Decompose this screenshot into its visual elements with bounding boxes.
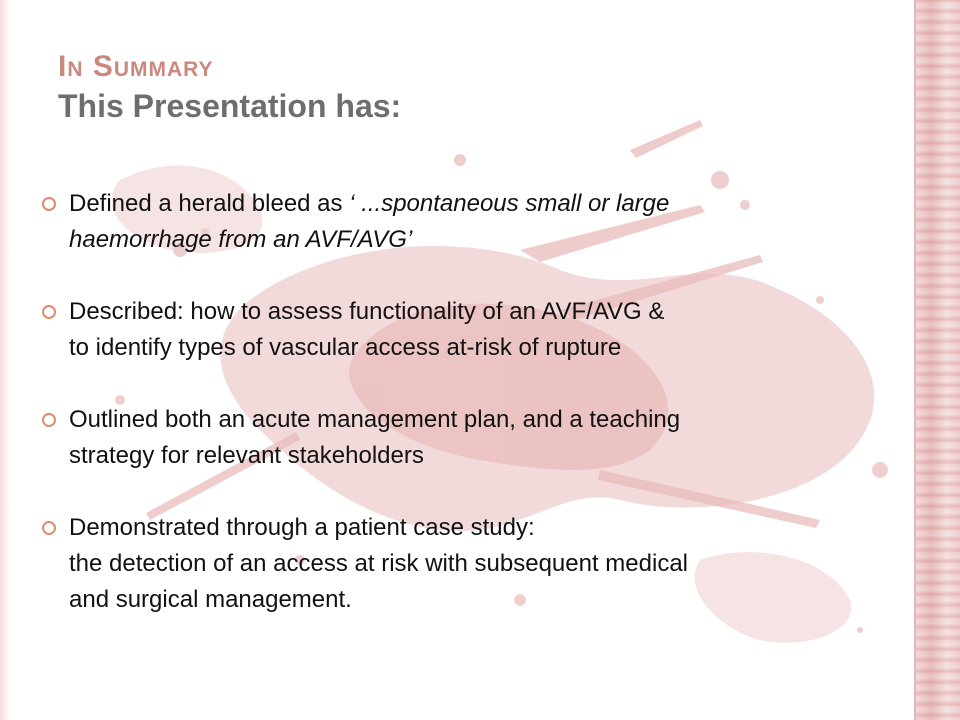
bullet-ring-icon xyxy=(42,413,56,427)
bullet-line xyxy=(69,222,902,258)
bullet-quote: haemorrhage from an AVF/AVG’ xyxy=(69,226,413,253)
bullet-line: strategy for relevant stakeholders xyxy=(69,442,424,469)
bullet-line: and surgical management. xyxy=(69,586,352,613)
slide-title-summary: In Summary xyxy=(58,50,214,83)
bullet-ring-icon xyxy=(42,521,56,535)
bullet-ring-icon xyxy=(42,197,56,211)
bullet-line xyxy=(69,186,902,222)
bullet-line: Described: how to assess functionality of an AVF/AVG & xyxy=(69,298,665,325)
bullet-ring-icon xyxy=(42,305,56,319)
slide-subtitle: This Presentation has: xyxy=(58,88,402,124)
left-edge-decoration xyxy=(0,0,10,720)
bullet-list xyxy=(42,186,902,654)
bullet-line: Demonstrated through a patient case study: xyxy=(69,514,535,541)
bullet-item-demonstrated xyxy=(42,510,902,618)
bullet-text: Defined a herald bleed as xyxy=(69,190,350,217)
bullet-quote: ‘ ...spontaneous small or large xyxy=(349,190,670,217)
bullet-item-described xyxy=(42,294,902,366)
bullet-line: the detection of an access at risk with subsequent medical xyxy=(69,550,689,577)
bullet-line: to identify types of vascular access at-risk of rupture xyxy=(69,334,622,361)
bullet-line: Outlined both an acute management plan, and a teaching xyxy=(69,406,681,433)
bullet-item-outlined xyxy=(42,402,902,474)
bullet-item-herald-bleed xyxy=(42,186,902,258)
right-border-decoration xyxy=(916,0,960,720)
title-block xyxy=(58,48,401,126)
